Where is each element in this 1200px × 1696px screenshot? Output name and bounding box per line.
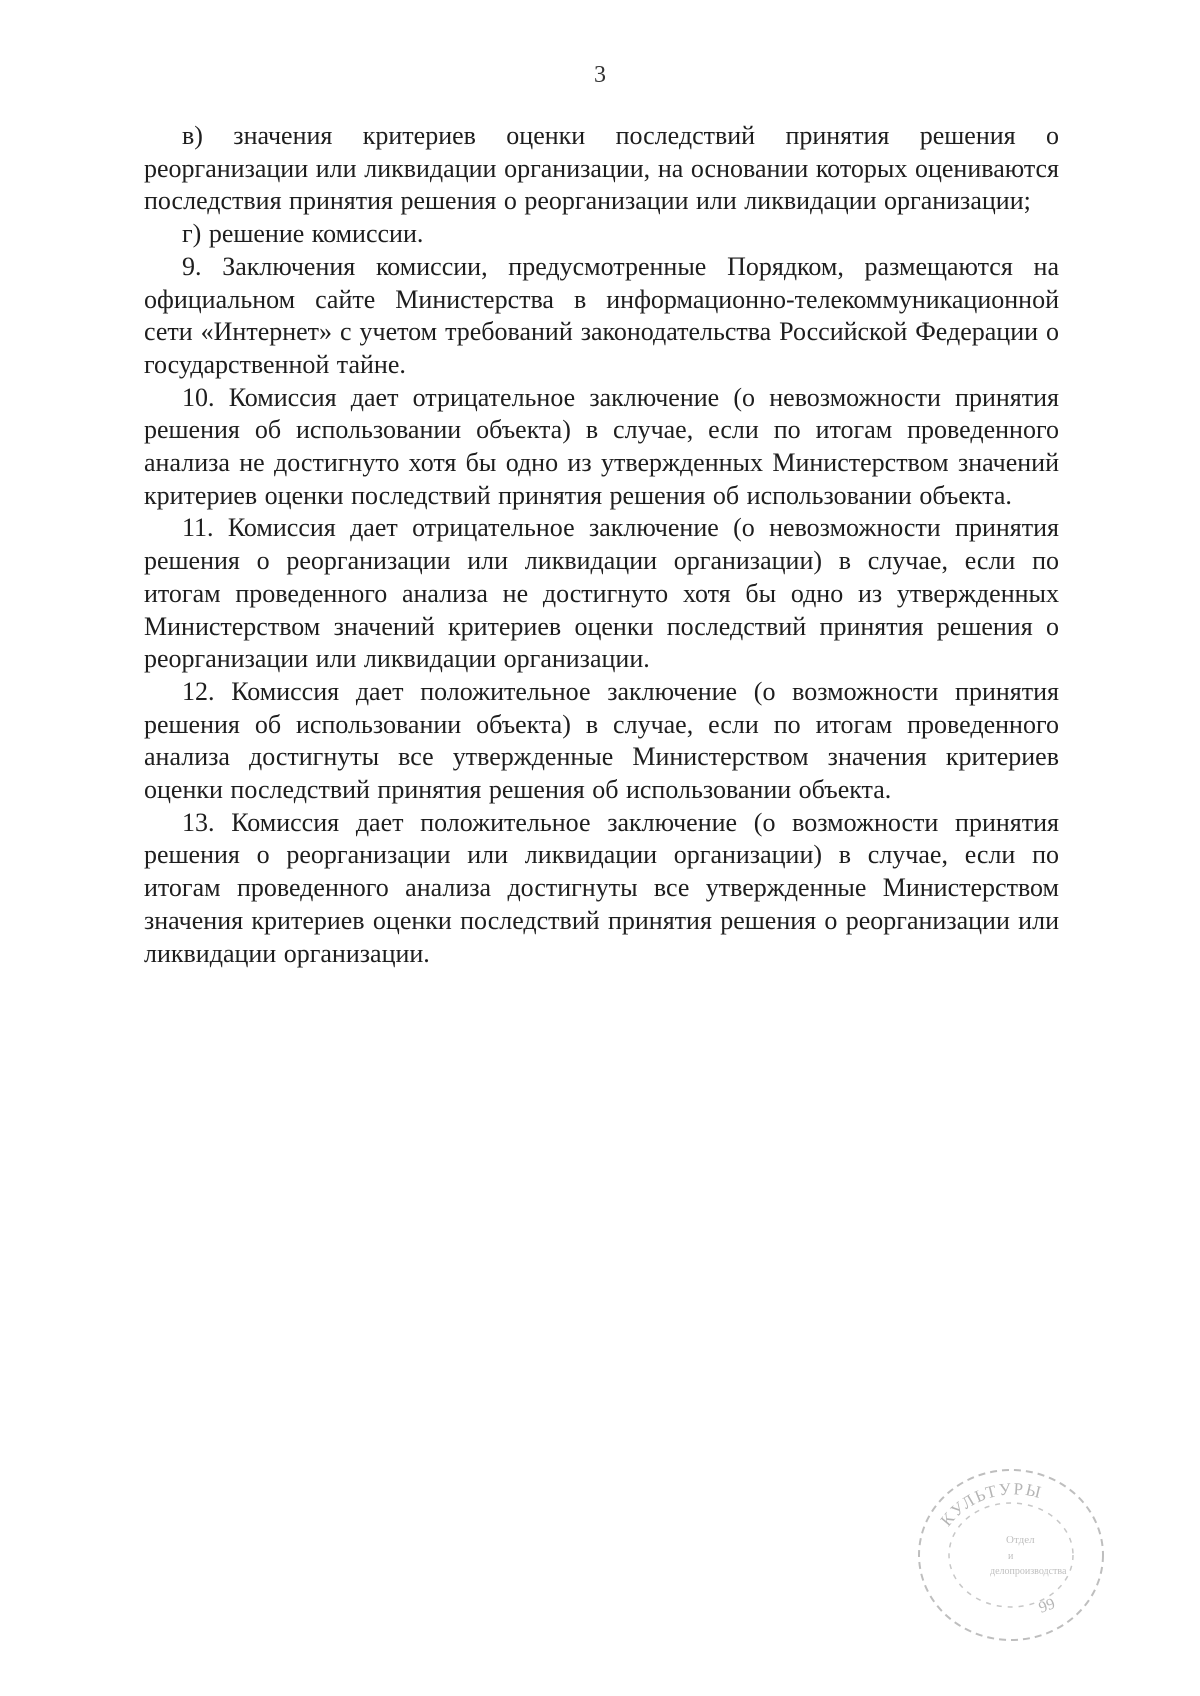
paragraph-10: 10. Комиссия дает отрицательное заключение (о невозможности принятия решения об использовании объекта) в случае, если по итогам проведенного анализа не достигнуто хотя бы одно из утвержденных Министерством значений критериев оценки последствий принятия решения об использовании объекта.: [144, 382, 1059, 510]
stamp-bottom-text: 99: [1036, 1595, 1058, 1617]
paragraph-item-g: г) решение комиссии.: [182, 219, 424, 249]
paragraph-9: 9. Заключения комиссии, предусмотренные Порядком, размещаются на официальном сайте Министерства в информационно-телекоммуникационной сети «Интернет» с учетом требований законодательства Российской Федерации о государственной тайне.: [144, 251, 1059, 379]
paragraph-13: 13. Комиссия дает положительное заключение (о возможности принятия решения о реорганизации или ликвидации организации) в случае, если по итогам проведенного анализа достигнуты все утвержденные Министерством значения критериев оценки последствий принятия решения о реорганизации или ликвидации организации.: [144, 807, 1059, 968]
stamp-inner-line-2: и: [1008, 1551, 1014, 1562]
paragraph-item-v: в) значения критериев оценки последствий принятия решения о реорганизации или ликвидации организации, на основании которых оцениваются последствия принятия решения о реорганизации или ликвидации организации;: [144, 121, 1059, 216]
document-body: [144, 120, 1059, 970]
stamp-inner-line-1: Отдел: [1006, 1534, 1035, 1546]
paragraph-12: 12. Комиссия дает положительное заключение (о возможности принятия решения об использовании объекта) в случае, если по итогам проведенного анализа достигнуты все утвержденные Министерством значения критериев оценки последствий принятия решения об использовании объекта.: [144, 676, 1059, 805]
paragraph-11: 11. Комиссия дает отрицательное заключение (о невозможности принятия решения о реорганизации или ликвидации организации) в случае, если по итогам проведенного анализа не достигнуто хотя бы одно из утвержденных Министерством значений критериев оценки последствий принятия решения о реорганизации или ликвидации организации.: [144, 513, 1059, 674]
page-number: 3: [594, 62, 606, 88]
stamp-inner-line-3: делопроизводства: [990, 1566, 1067, 1577]
round-seal-stamp-icon: [906, 1455, 1116, 1650]
stamp-ring-text: КУЛЬТУРЫ: [936, 1479, 1045, 1530]
